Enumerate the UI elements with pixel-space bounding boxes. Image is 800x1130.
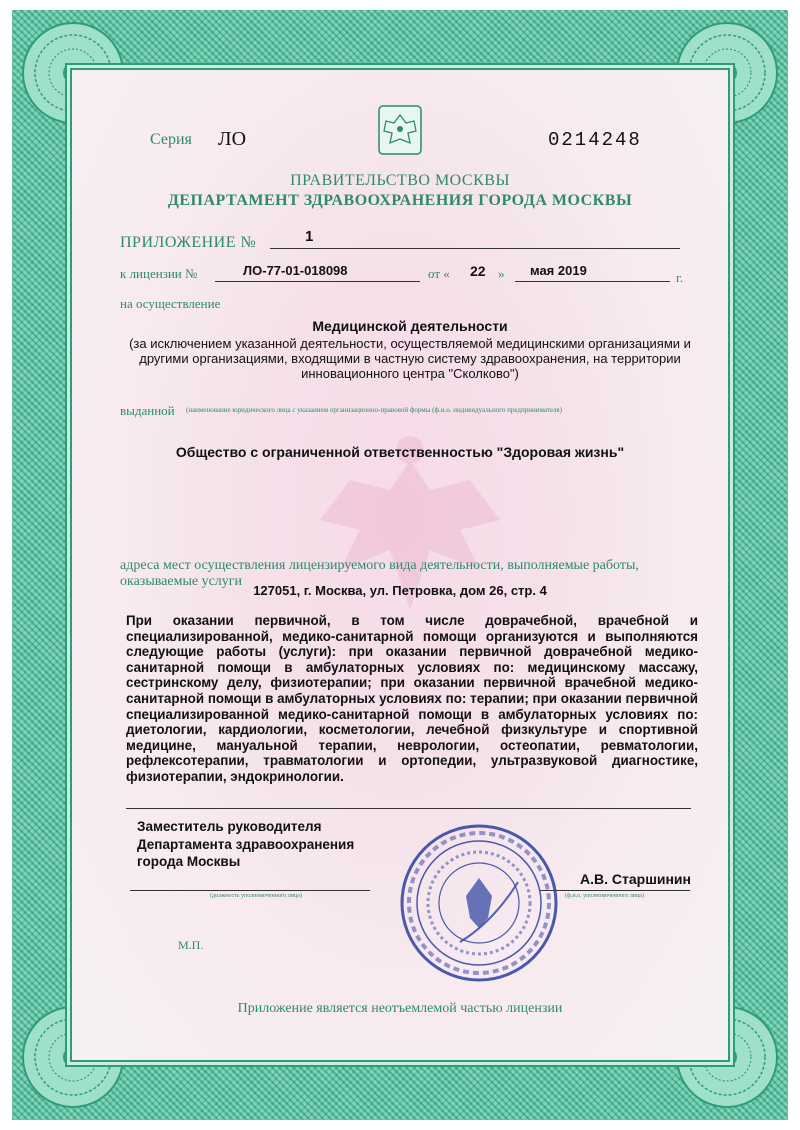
series-value: ЛО <box>218 128 247 150</box>
issued-hint: (наименование юридического лица с указанием организационно-правовой формы (ф.и.о. индивидуального предпринимателя) <box>186 406 562 414</box>
coat-of-arms-icon <box>378 105 422 155</box>
license-month-year: мая 2019 <box>530 263 587 278</box>
services-text: При оказании первичной, в том числе доврачебной, врачебной и специализированной, медико-санитарной помощи организуются и выполняются следующие работы (услуги): при оказании первичной доврачебной медико-санитарной помощи в амбулаторных условиях по: медицинскому массажу, сестринскому делу, физиотерапии; при оказании первичной врачебной медико-санитарной помощи в амбулаторных условиях по: терапии; при оказании первичной специализированной медико-санитарной помощи в амбулаторных условиях по: диетологии, кардиологии, косметологии, лечебной физкультуре и спортивной медицине, мануальной терапии, неврологии, остеопатии, ревматологии, рефлексотерапии, травматологии и ортопедии, ультразвуковой диагностике, физиотерапии, эндокринологии. <box>126 613 698 784</box>
year-suffix: г. <box>676 270 684 285</box>
appendix-label: ПРИЛОЖЕНИЕ № <box>120 234 257 251</box>
organization-name: Общество с ограниченной ответственностью "Здоровая жизнь" <box>175 444 625 460</box>
date-quote-close: » <box>498 266 505 281</box>
underline <box>270 248 680 249</box>
underline <box>126 808 691 809</box>
series-label: Серия <box>150 131 192 148</box>
serial-number: 0214248 <box>548 129 642 151</box>
underline <box>215 281 420 282</box>
issued-label: выданной <box>120 403 175 418</box>
license-number: ЛО-77-01-018098 <box>243 263 348 278</box>
department-title: ДЕПАРТАМЕНТ ЗДРАВООХРАНЕНИЯ ГОРОДА МОСКВЫ <box>167 192 633 209</box>
activity-description: (за исключением указанной деятельности, осуществляемой медицинскими организациями и другими организациями, входящими в частную систему здравоохранения, на территории инновационного центра "Сколково") <box>129 336 691 381</box>
government-title: ПРАВИТЕЛЬСТВО МОСКВЫ <box>290 172 510 189</box>
underline <box>130 890 370 891</box>
position-hint: (должность уполномоченного лица) <box>210 893 302 899</box>
license-day: 22 <box>470 263 486 279</box>
activity-label: на осуществление <box>120 296 221 311</box>
official-seal-icon <box>398 822 560 984</box>
address-label: адреса мест осуществления лицензируемого вида деятельности, выполняемые работы, оказываемые услуги <box>120 558 639 589</box>
stamp-place-label: М.П. <box>178 938 204 952</box>
underline <box>515 281 670 282</box>
activity-title: Медицинской деятельности <box>312 318 508 334</box>
footer-note: Приложение является неотъемлемой частью лицензии <box>237 1001 563 1016</box>
underline <box>540 890 690 891</box>
license-label: к лицензии № <box>120 266 198 281</box>
name-hint: (ф.и.о. уполномоченного лица) <box>565 893 644 899</box>
address-value: 127051, г. Москва, ул. Петровка, дом 26, стр. 4 <box>253 583 547 598</box>
signatory-name: А.В. Старшинин <box>580 871 691 887</box>
signatory-position: Заместитель руководителя Департамента здравоохранения города Москвы <box>137 819 355 869</box>
date-from-label: от « <box>428 266 450 281</box>
appendix-number: 1 <box>305 228 314 245</box>
